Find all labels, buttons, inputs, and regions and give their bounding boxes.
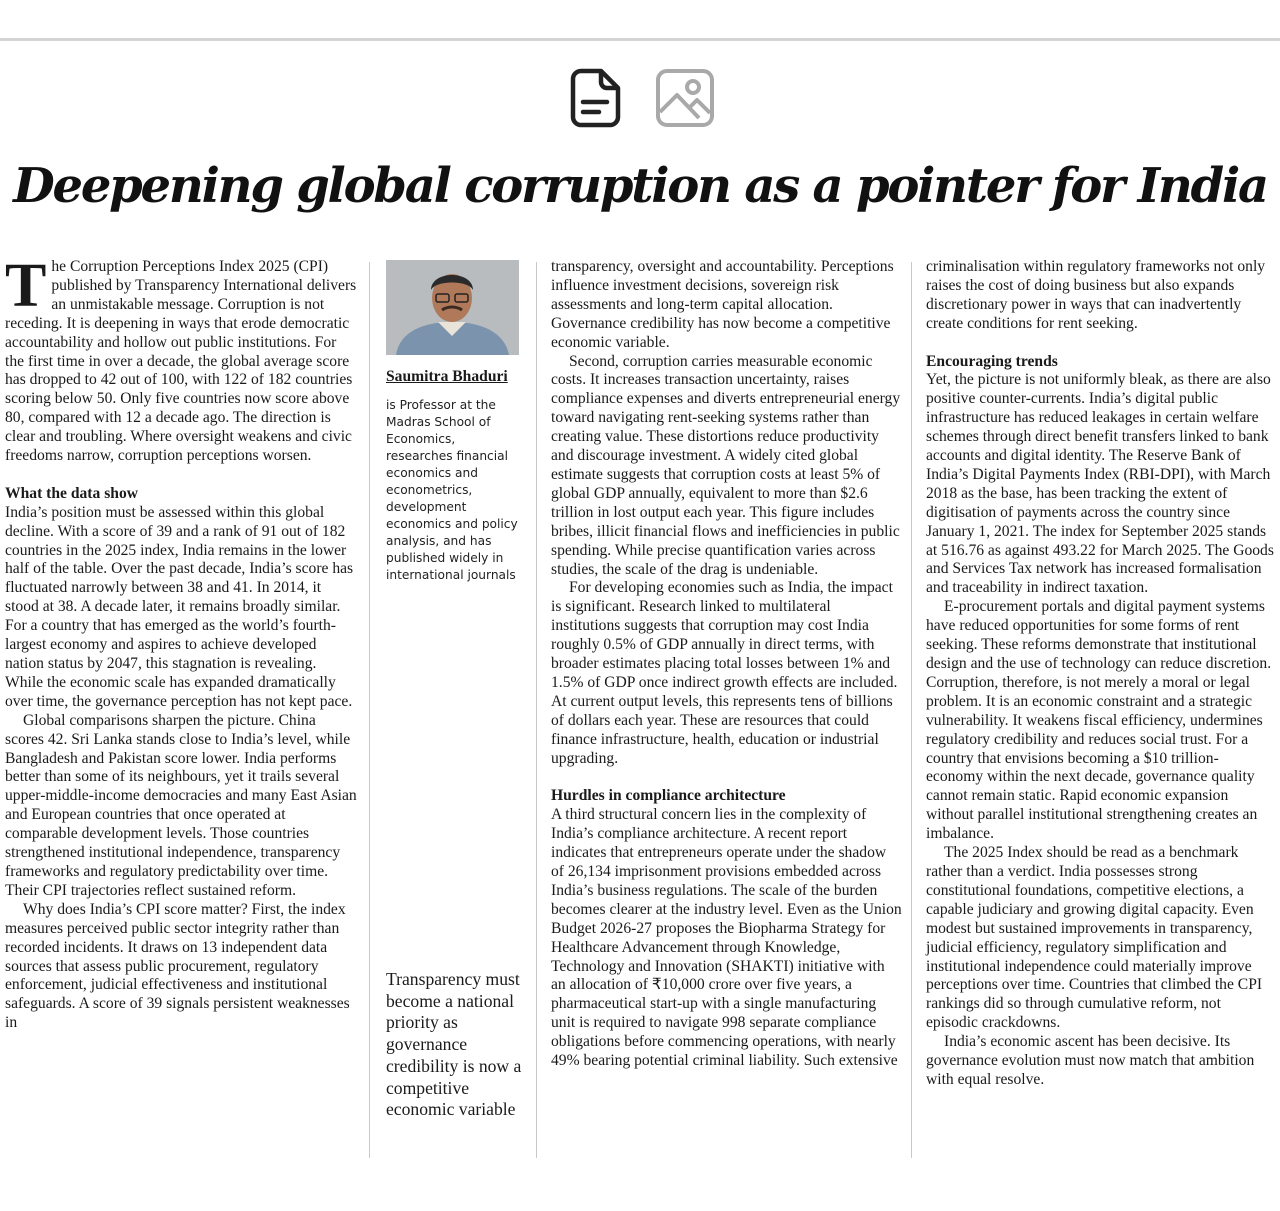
author-photo [386,260,519,355]
section-heading: Hurdles in compliance architecture [551,787,786,805]
intro-paragraph: The Corruption Perceptions Index 2025 (CPI) published by Transparency International delivers an unmistakable message. Corruption is not receding. It is deepening in ways that erode democratic accountability and hollow out public institutions. For the first time in over a decade, the global average score has dropped to 42 out of 100, with 122 of 182 countries scoring below 50. Only five countries now score above 80, compared with 12 a decade ago. The direction is clear and troubling. Where oversight weakens and civic freedoms narrow, corruption perceptions worsen. [5,252,357,465]
section-heading: Encouraging trends [926,352,1058,370]
paragraph: Global comparisons sharpen the picture. China scores 42. Sri Lanka stands close to India’s level, while Bangladesh and Pakistan score lower. India performs better than some of its neighbours, yet it trails several upper-middle-income democracies and many East Asian and European countries that once operated at comparable development levels. Those countries strengthened institutional independence, transparency frameworks and regulatory predictability over time. Their CPI trajectories reflect sustained reform. [5,711,357,899]
section-heading: What the data show [5,484,138,502]
column-divider [911,262,912,1158]
paragraph: criminalisation within regulatory frameworks not only raises the cost of doing business but also expands discretionary power in ways that can inadvertently create conditions for rent seeking. [926,258,1266,332]
paragraph: India’s economic ascent has been decisive. Its governance evolution must now match that ambition with equal resolve. [926,1033,1255,1088]
paragraph: For developing economies such as India, the impact is significant. Research linked to multilateral institutions suggests that corruption may cost India roughly 0.5% of GDP annually in direct terms, with broader estimates placing total losses between 1% and 1.5% of GDP once indirect growth effects are included. At current output levels, this represents tens of billions of dollars each year. These are resources that could finance infrastructure, health, education or industrial upgrading. [551,579,898,767]
column-3 [551,258,903,1071]
pull-quote: Transparency must become a national priority as governance credibility is now a competitive economic variable [386,969,522,1120]
paragraph: Why does India’s CPI score matter? First, the index measures perceived public sector integrity rather than recorded incidents. It draws on 13 independent data sources that assess public procurement, regulatory enforcement, judicial effectiveness and institutional safeguards. A score of 39 signals persistent weaknesses in [5,900,350,1032]
paragraph: A third structural concern lies in the complexity of India’s compliance architecture. A recent report indicates that entrepreneurs operate under the shadow of 26,134 imprisonment provisions embedded across India’s business regulations. The scale of the burden becomes clearer at the industry level. Even as the Union Budget 2026-27 proposes the Biopharma Strategy for Healthcare Advancement through Knowledge, Technology and Innovation (SHAKTI) initiative with an allocation of ₹10,000 crore over five years, a pharmaceutical start-up with a single manufacturing unit is required to navigate 998 separate compliance obligations before commencing operations, with nearly 49% bearing potential criminal liability. Such extensive [551,806,902,1070]
paragraph: Yet, the picture is not uniformly bleak, as there are also positive counter-currents. India’s digital public infrastructure has reduced leakages in certain welfare schemes through direct benefit transfers linked to bank accounts and digital identity. The Reserve Bank of India’s Digital Payments Index (RBI-DPI), with March 2018 as the base, has been tracking the extent of digitisation of payments across the country since January 1, 2021. The index for September 2025 stands at 516.76 as against 493.22 for March 2025. The Goods and Services Tax network has increased formalisation and traceability in indirect taxation. [926,371,1274,597]
column-1 [5,252,357,1033]
paragraph: The 2025 Index should be read as a benchmark rather than a verdict. India possesses strong constitutional foundations, competitive elections, a capable judiciary and growing digital capacity. Even modest but sustained improvements in transparency, judicial efficiency, regulatory simplification and institutional independence could materially improve perceptions over time. Countries that climbed the CPI rankings did so through cumulative reform, not episodic crackdowns. [926,844,1263,1032]
view-toggle [569,68,717,130]
column-4 [926,258,1276,1090]
author-bio: is Professor at the Madras School of Economics, researches financial economics and econometrics, development economics and policy analysis, and has published widely in international journals [386,398,518,582]
headline: Deepening global corruption as a pointer for India [13,158,1267,214]
column-divider [536,262,537,1158]
image-icon[interactable] [655,68,715,130]
paragraph: Second, corruption carries measurable economic costs. It increases transaction uncertainty, raises compliance expenses and diverts entrepreneurial energy toward navigating rent-seeking systems rather than creating value. These distortions reduce productivity and discourage investment. A widely cited global estimate suggests that corruption costs at least 5% of global GDP annually, equivalent to more than $2.6 trillion in lost output each year. This figure includes bribes, illicit financial flows and inefficiencies in public spending. While precise quantification varies across studies, the scale of the drag is undeniable. [551,352,901,578]
paragraph: transparency, oversight and accountability. Perceptions influence investment decisions, sovereign risk assessments and long-term capital allocation. Governance credibility has now become a competitive economic variable. [551,258,894,351]
column-divider [369,262,370,1158]
author-name[interactable]: Saumitra Bhaduri [386,368,508,385]
paragraph: India’s position must be assessed within this global decline. With a score of 39 and a rank of 91 out of 182 countries in the 2025 index, India remains in the lower half of the table. Over the past decade, India’s score has fluctuated narrowly between 38 and 41. In 2014, it stood at 38. A decade later, it remains broadly similar. For a country that has emerged as the world’s fourth-largest economy and aspires to achieve developed nation status by 2047, this stagnation is revealing. While the economic scale has expanded dramatically over time, the governance perception has not kept pace. [5,503,354,710]
document-icon[interactable] [569,68,629,130]
drop-cap: T [5,252,47,320]
top-divider [0,38,1280,41]
paragraph: E-procurement portals and digital payment systems have reduced opportunities for some forms of rent seeking. These reforms demonstrate that institutional design and the use of technology can reduce discretion. Corruption, therefore, is not merely a moral or legal problem. It is an economic constraint and a strategic vulnerability. It weakens fiscal efficiency, undermines regulatory credibility and reduces social trust. For a country that envisions becoming a $10 trillion- economy within the next decade, governance quality cannot remain static. Rapid economic expansion without parallel institutional strengthening creates an imbalance. [926,598,1272,843]
